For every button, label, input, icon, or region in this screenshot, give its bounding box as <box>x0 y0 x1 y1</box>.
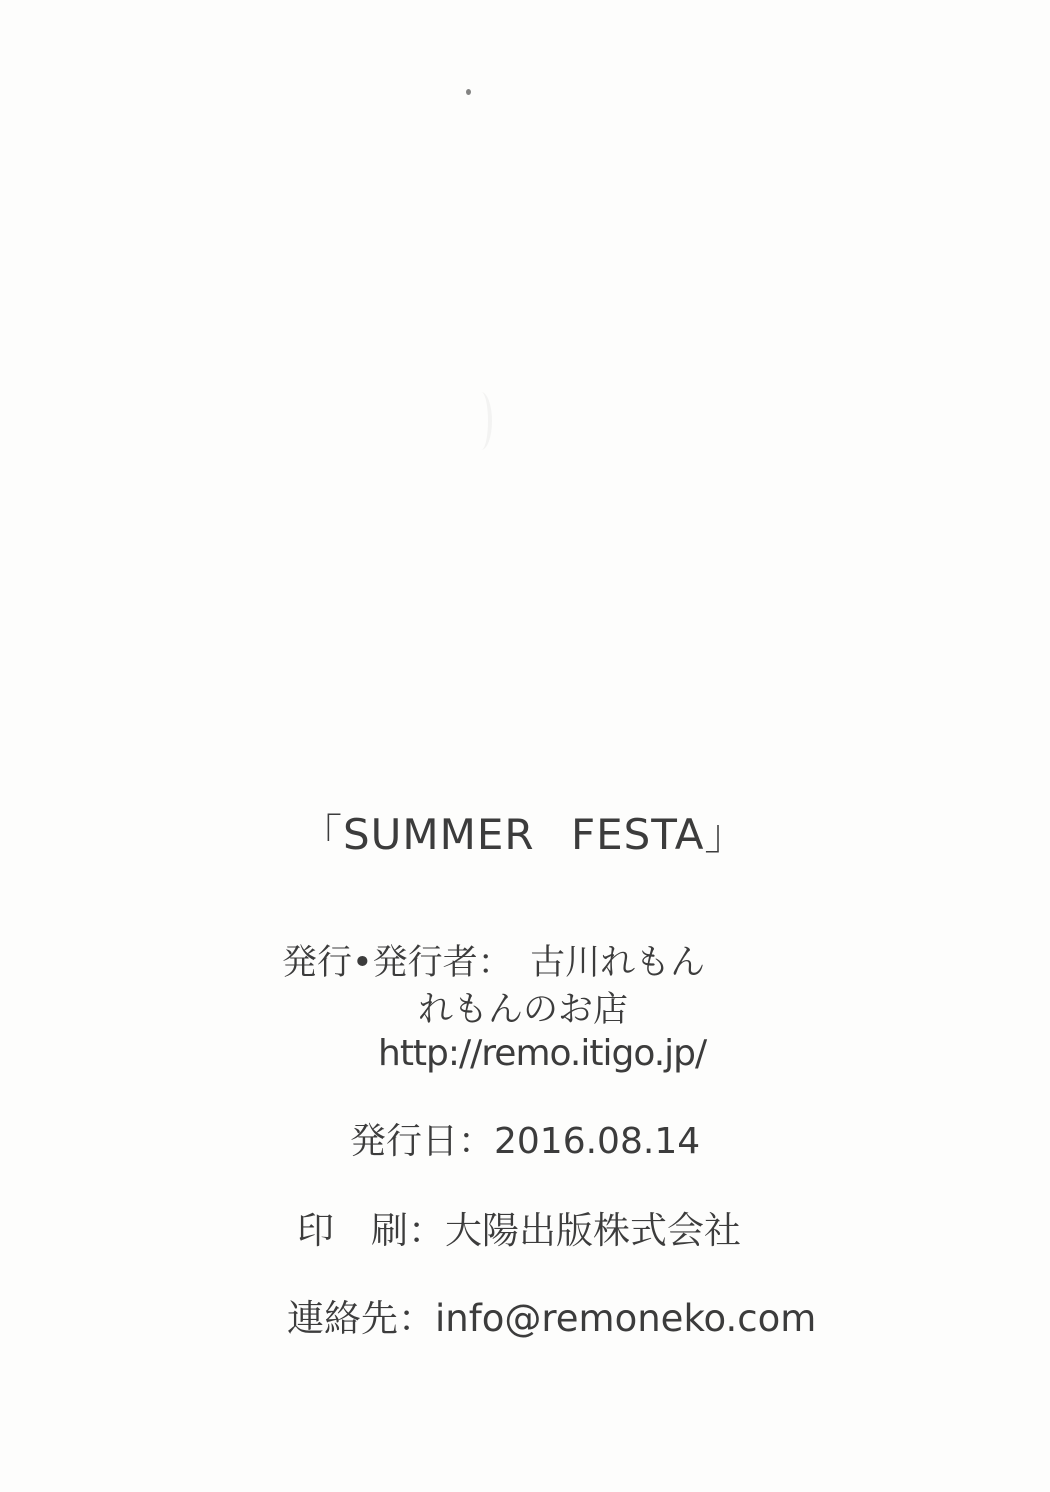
scan-smudge-artifact <box>474 392 492 450</box>
circle-name: れもんのお店 <box>418 990 629 1030</box>
scan-speck-artifact <box>466 89 471 95</box>
contact-email: 連絡先：info@remoneko.com <box>287 1297 817 1340</box>
printer-name: 印 刷：大陽出版株式会社 <box>297 1209 741 1252</box>
website-url: http://remo.itigo.jp/ <box>378 1033 707 1074</box>
publisher-line: 発行•発行者： 古川れもん <box>282 943 706 983</box>
publish-date: 発行日：2016.08.14 <box>350 1121 701 1162</box>
doujin-title: 「SUMMER FESTA」 <box>300 810 748 859</box>
